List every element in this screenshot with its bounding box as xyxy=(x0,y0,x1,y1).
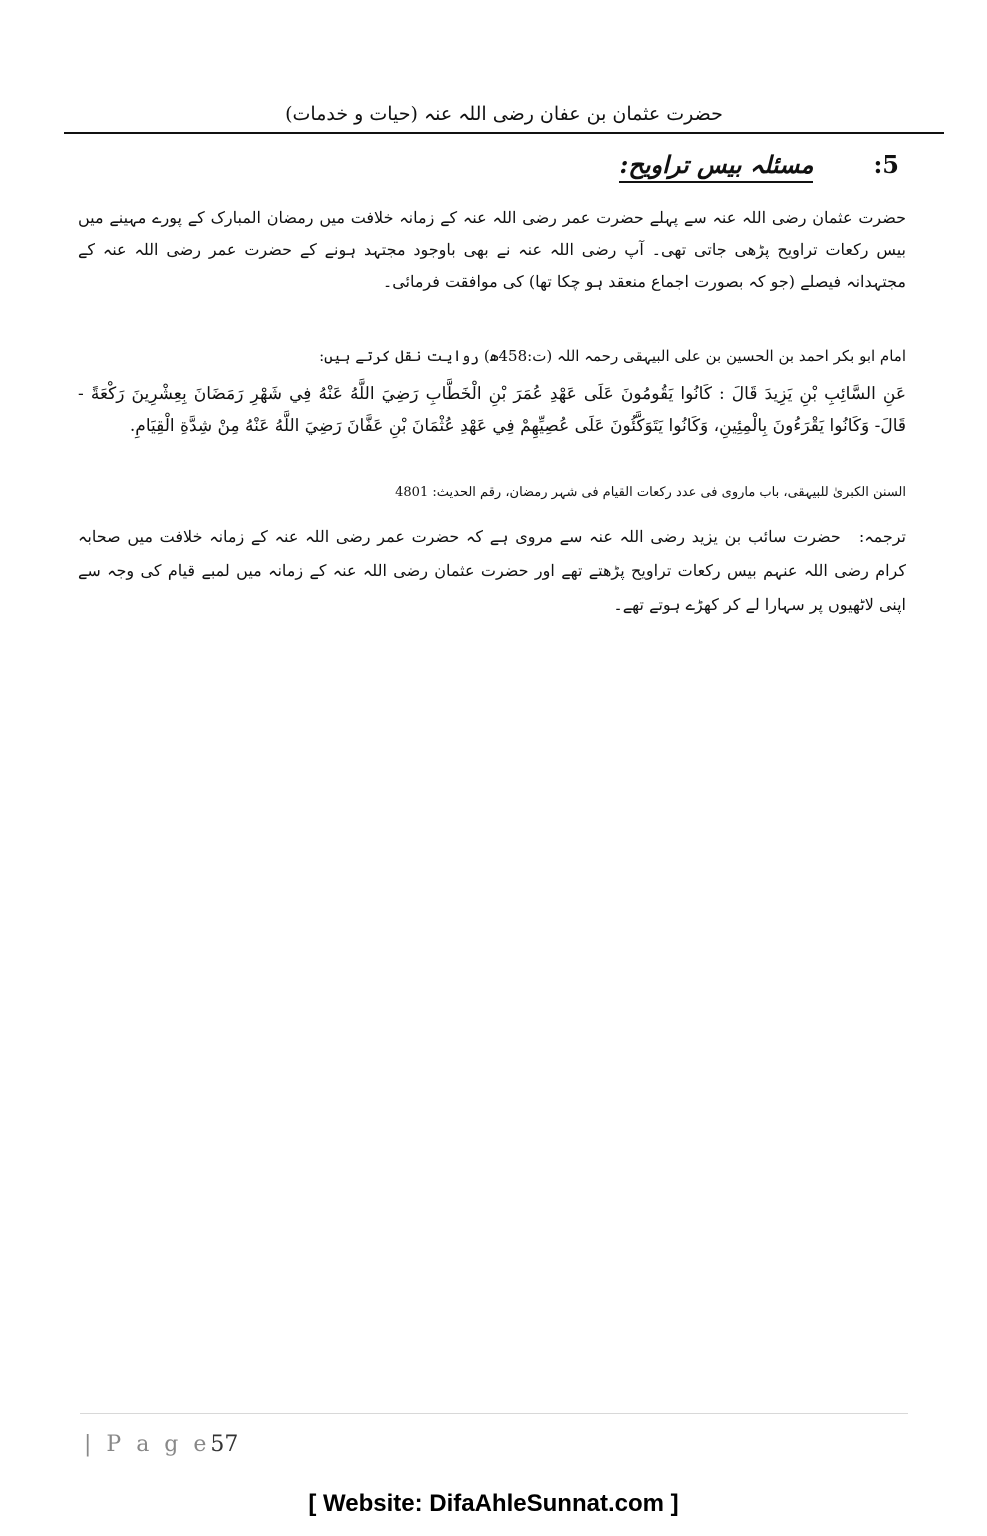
footer-divider xyxy=(80,1413,908,1414)
translation-paragraph xyxy=(78,520,906,622)
page-label: | P a g e xyxy=(84,1432,211,1457)
translation-text: حضرت سائب بن یزید رضی اللہ عنہ سے مروی ہے کہ حضرت عمر رضی اللہ عنہ کے زمانہ خلافت میں صحابہ کرام رضی اللہ عنہم بیس رکعات تراویح پڑھتے تھے اور حضرت عثمان رضی اللہ عنہ کے زمانہ میں لمبے قیام کی وجہ سے اپنی لاٹھیوں پر سہارا لے کر کھڑے ہوتے تھے۔ xyxy=(78,527,906,614)
website-footer: [ Website: DifaAhleSunnat.com ] xyxy=(308,1490,679,1517)
page-number-value: 57 xyxy=(210,1432,239,1457)
running-header: حضرت عثمان بن عفان رضی اللہ عنہ (حیات و خدمات) xyxy=(285,103,723,125)
translation-label: ترجمہ: xyxy=(858,527,906,546)
header-divider xyxy=(64,132,944,134)
section-number: 5: xyxy=(873,150,899,179)
section-title: مسئلہ بیس تراویح: xyxy=(619,150,813,183)
section-heading xyxy=(619,150,899,183)
narration-intro: امام ابو بکر احمد بن الحسین بن علی البیہقی رحمہ اللہ (ت:458ھ) روایت نقل کرتے ہیں: xyxy=(319,347,906,365)
arabic-hadith-text: عَنِ السَّائِبِ بْنِ يَزِيدَ قَالَ : كَانُوا يَقُومُونَ عَلَى عَهْدِ عُمَرَ بْنِ الْخَطَّابِ رَضِيَ اللَّهُ عَنْهُ فِي شَهْرِ رَمَضَانَ بِعِشْرِينَ رَكْعَةً - قَالَ- وَكَانُوا يَقْرَءُونَ بِالْمِئِينِ، وَكَانُوا يَتَوَكَّئُونَ عَلَى عُصِيِّهِمْ فِي عَهْدِ عُثْمَانَ بْنِ عَفَّانَ رَضِيَ اللَّهُ عَنْهُ مِنْ شِدَّةِ الْقِيَامِ. xyxy=(78,384,906,436)
page-number xyxy=(84,1432,238,1457)
intro-paragraph: حضرت عثمان رضی اللہ عنہ سے پہلے حضرت عمر رضی اللہ عنہ کے زمانہ خلافت میں رمضان المبارک کے پورے مہینے میں بیس رکعات تراویح پڑھی جاتی تھی۔ آپ رضی اللہ عنہ نے بھی باوجود مجتہد ہونے کے حضرت عمر رضی اللہ عنہ کے مجتہدانہ فیصلے (جو کہ بصورت اجماع منعقد ہو چکا تھا) کی موافقت فرمائی۔ xyxy=(78,208,906,291)
hadith-reference: السنن الکبریٰ للبیہقی، باب ماروی فی عدد رکعات القیام فی شہر رمضان، رقم الحدیث: 4801 xyxy=(395,485,906,500)
